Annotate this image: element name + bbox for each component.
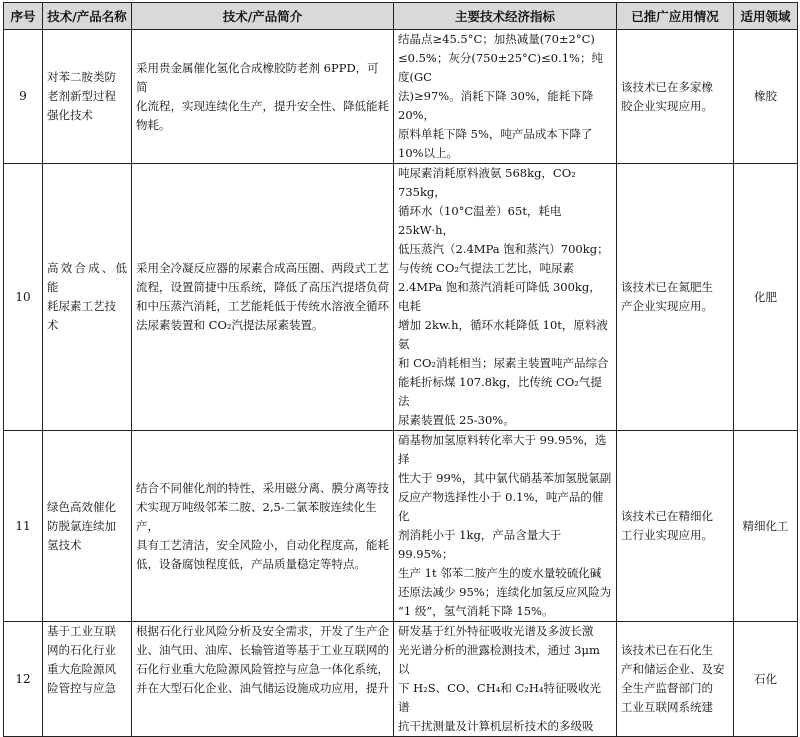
header-intro: 技术/产品简介	[132, 3, 394, 30]
row-intro	[132, 164, 394, 431]
table-row	[4, 164, 798, 431]
row-seq: 9	[4, 30, 43, 164]
row-name-text: 高效合成、低能 耗尿素工艺技 术	[47, 261, 127, 332]
table-row	[4, 30, 798, 164]
row-name	[43, 622, 132, 737]
row-indicators-text: 吨尿素消耗原料液氨 568kg，CO₂ 735kg， 循环水（10°C温差）65t，耗电 25kW·h， 低压蒸汽（2.4MPa 饱和蒸汽）700kg； 与传统 CO₂气提法工艺比，吨尿素 2.4MPa 饱和蒸汽消耗可降低 300kg，电耗 增加 2kw.h，循环水耗降低 10t，原料液氨 和 CO₂消耗相当；尿素主装置吨产品综合 能耗折标煤 107.8kg，比传统 CO₂气提法 尿素装置低 25-30%。	[398, 166, 609, 427]
row-intro-text: 结合不同催化剂的特性，采用磁分离、膜分离等技 术实现万吨级邻苯二胺、2,5-二氯苯胺连续化生产， 具有工艺清洁，安全风险小，自动化程度高，能耗 低，设备腐蚀程度低，产品质量稳定等特点。	[136, 480, 389, 571]
row-status	[617, 622, 734, 737]
row-name-text: 基于工业互联 网的石化行业 重大危险源风 险管控与应急	[47, 624, 116, 695]
row-field: 化肥	[734, 164, 798, 431]
row-status	[617, 30, 734, 164]
row-indicators	[394, 431, 617, 622]
table-header-row	[4, 3, 798, 30]
row-seq: 10	[4, 164, 43, 431]
row-name-text: 对苯二胺类防 老剂新型过程 强化技术	[47, 70, 116, 122]
row-intro	[132, 30, 394, 164]
row-intro	[132, 622, 394, 737]
row-name	[43, 30, 132, 164]
row-status-text: 该技术已在氮肥生 产企业实现应用。	[621, 280, 713, 313]
row-intro	[132, 431, 394, 622]
table-row	[4, 622, 798, 737]
row-indicators-text: 研发基于红外特征吸收光谱及多波长激 光光谱分析的泄露检测技术，通过 3μm 以 下 H₂S、CO、CH₄和 C₂H₄特征吸收光谱 抗干扰测量及计算机层析技术的多级吸	[398, 624, 602, 733]
header-seq: 序号	[4, 3, 43, 30]
row-intro-text: 采用贵金属催化氢化合成橡胶防老剂 6PPD，可简 化流程，实现连续化生产，提升安全性、降低能耗 物耗。	[136, 60, 389, 132]
header-name: 技术/产品名称	[43, 3, 132, 30]
row-indicators-text: 结晶点≥45.5°C；加热减量(70±2°C) ≤0.5%；灰分(750±25°C)≤0.1%；纯度(GC 法)≥97%。消耗下降 30%，能耗下降 20%， 原料单耗下降 5%，吨产品成本下降了 10%以上。	[398, 32, 603, 160]
row-status-text: 该技术已在多家橡 胶企业实现应用。	[621, 79, 713, 113]
row-indicators	[394, 164, 617, 431]
row-name	[43, 431, 132, 622]
row-name	[43, 164, 132, 431]
row-indicators-text: 硝基物加氢原料转化率大于 99.95%，选择 性大于 99%，其中氯代硝基苯加氢脱氯副 反应产物选择性小于 0.1%，吨产品的催化 剂消耗小于 1kg，产品含量大于 99.95%； 生产 1t 邻苯二胺产生的废水量较硫化碱 还原法减少 95%；连续化加氢反应风险为 “1 级”，氢气消耗下降 15%。	[398, 433, 612, 618]
table-row	[4, 431, 798, 622]
row-status	[617, 431, 734, 622]
technology-catalog-table	[3, 2, 798, 737]
row-indicators	[394, 30, 617, 164]
header-indicators: 主要技术经济指标	[394, 3, 617, 30]
row-status-text: 该技术已在石化生 产和储运企业、及安 全生产监督部门的 工业互联网系统建	[621, 643, 725, 714]
row-intro-text: 根据石化行业风险分析及安全需求，开发了生产企 业、油气田、油库、长输管道等基于工业互联网的 石化行业重大危险源风险管控与应急一体化系统， 并在大型石化企业、油气储运设施成功应用，提升	[136, 624, 389, 695]
header-field: 适用领域	[734, 3, 798, 30]
row-field: 橡胶	[734, 30, 798, 164]
header-status: 已推广应用情况	[617, 3, 734, 30]
row-seq: 12	[4, 622, 43, 737]
row-status	[617, 164, 734, 431]
row-intro-text: 采用全冷凝反应器的尿素合成高压圈、两段式工艺 流程，设置简捷中压系统，降低了高压汽提塔负荷 和中压蒸汽消耗，工艺能耗低于传统水溶液全循环 法尿素装置和 CO₂汽提法尿素装置。	[136, 261, 389, 332]
row-seq: 11	[4, 431, 43, 622]
row-indicators	[394, 622, 617, 737]
row-field: 精细化工	[734, 431, 798, 622]
row-name-text: 绿色高效催化 防脱氯连续加 氢技术	[47, 499, 116, 552]
document-page	[3, 2, 797, 733]
row-field: 石化	[734, 622, 798, 737]
row-status-text: 该技术已在精细化 工行业实现应用。	[621, 509, 713, 542]
